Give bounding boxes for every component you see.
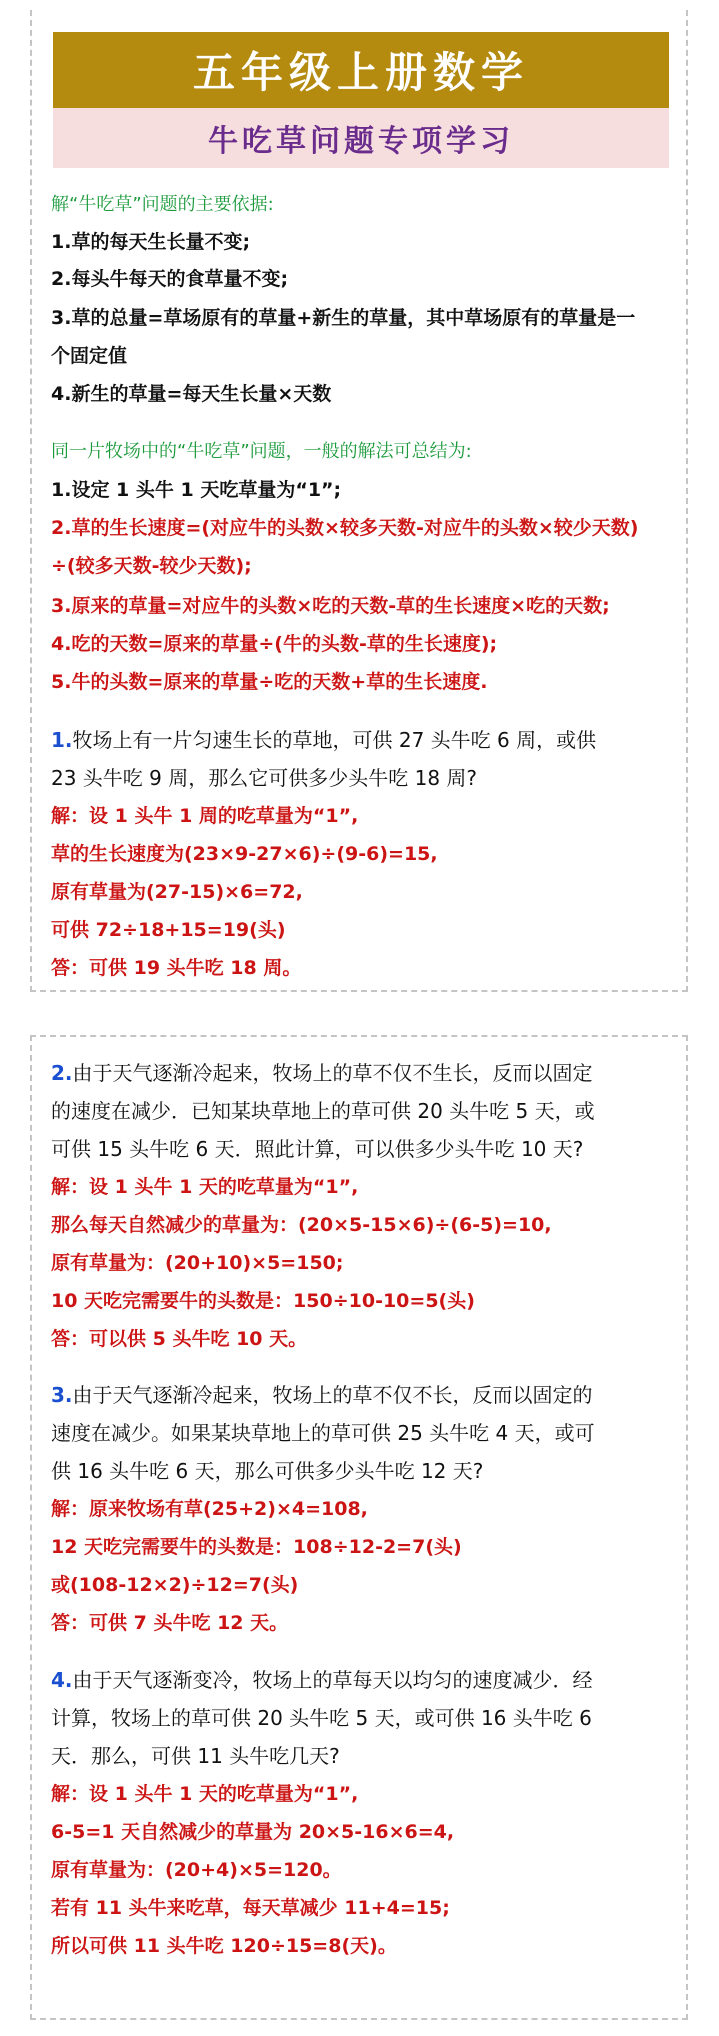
solution-line: 若有 11 头牛来吃草，每天草减少 11+4=15; [51, 1897, 450, 1919]
problem-question [51, 726, 596, 754]
basis-item: 2.每头牛每天的食草量不变; [51, 268, 289, 290]
method-step: ÷(较多天数-较少天数); [51, 555, 252, 577]
subtitle-banner [53, 108, 669, 168]
method-step: 5.牛的头数=原来的草量÷吃的天数+草的生长速度. [51, 671, 488, 693]
problem-question-text: 由于天气逐渐变冷，牧场上的草每天以均匀的速度减少．经 [72, 1668, 593, 1692]
problem-question: 计算，牧场上的草可供 20 头牛吃 5 天，或可供 16 头牛吃 6 [51, 1706, 592, 1730]
problem-question: 速度在减少。如果某块草地上的草可供 25 头牛吃 4 天，或可 [51, 1421, 595, 1445]
solution-line: 答：可供 7 头牛吃 12 天。 [51, 1612, 289, 1634]
problem-question: 天．那么，可供 11 头牛吃几天? [51, 1744, 340, 1768]
problem-question-text: 由于天气逐渐冷起来，牧场上的草不仅不生长，反而以固定 [72, 1061, 593, 1085]
solution-line: 答：可供 19 头牛吃 18 周。 [51, 957, 302, 979]
problem-question: 供 16 头牛吃 6 天，那么可供多少头牛吃 12 天? [51, 1459, 484, 1483]
solution-line: 那么每天自然减少的草量为：(20×5-15×6)÷(6-5)=10, [51, 1214, 552, 1236]
solution-line: 6-5=1 天自然减少的草量为 20×5-16×6=4, [51, 1821, 455, 1843]
problem-question-text: 牧场上有一片匀速生长的草地，可供 27 头牛吃 6 周，或供 [72, 728, 597, 752]
solution-line: 解：设 1 头牛 1 天的吃草量为“1”, [51, 1176, 359, 1198]
method-step: 3.原来的草量=对应牛的头数×吃的天数-草的生长速度×吃的天数; [51, 595, 610, 617]
problem-question: 可供 15 头牛吃 6 天．照此计算，可以供多少头牛吃 10 天? [51, 1137, 584, 1161]
solution-line: 解：原来牧场有草(25+2)×4=108, [51, 1498, 368, 1520]
title-banner [53, 32, 669, 108]
method-step: 1.设定 1 头牛 1 天吃草量为“1”; [51, 479, 342, 501]
problem-question [51, 1059, 593, 1087]
solution-line: 草的生长速度为(23×9-27×6)÷(9-6)=15, [51, 843, 438, 865]
problem-number: 3. [51, 1383, 73, 1407]
problem-question [51, 1381, 593, 1409]
solution-line: 10 天吃完需要牛的头数是：150÷10-10=5(头) [51, 1290, 475, 1312]
solution-line: 原有草量为(27-15)×6=72, [51, 881, 303, 903]
solution-line: 原有草量为：(20+10)×5=150; [51, 1252, 344, 1274]
solution-line: 12 天吃完需要牛的头数是：108÷12-2=7(头) [51, 1536, 462, 1558]
problem-number: 2. [51, 1061, 73, 1085]
basis-item: 3.草的总量=草场原有的草量+新生的草量，其中草场原有的草量是一 [51, 307, 636, 329]
basis-item: 个固定值 [51, 345, 128, 367]
basis-heading: 解“牛吃草”问题的主要依据: [51, 194, 274, 215]
problem-number: 1. [51, 728, 73, 752]
solution-line: 解：设 1 头牛 1 周的吃草量为“1”, [51, 805, 359, 827]
method-heading: 同一片牧场中的“牛吃草”问题，一般的解法可总结为: [51, 441, 472, 462]
basis-item: 1.草的每天生长量不变; [51, 231, 251, 253]
solution-line: 答：可以供 5 头牛吃 10 天。 [51, 1328, 308, 1350]
problem-question: 23 头牛吃 9 周，那么它可供多少头牛吃 18 周? [51, 766, 478, 790]
solution-line: 所以可供 11 头牛吃 120÷15=8(天)。 [51, 1935, 397, 1957]
page-title: 五年级上册数学 [192, 48, 529, 97]
method-step: 2.草的生长速度=(对应牛的头数×较多天数-对应牛的头数×较少天数) [51, 517, 639, 539]
basis-item: 4.新生的草量=每天生长量×天数 [51, 383, 332, 405]
problem-number: 4. [51, 1668, 73, 1692]
solution-line: 可供 72÷18+15=19(头) [51, 919, 286, 941]
problem-question: 的速度在减少．已知某块草地上的草可供 20 头牛吃 5 天，或 [51, 1099, 595, 1123]
solution-line: 原有草量为：(20+4)×5=120。 [51, 1859, 342, 1881]
problem-question-text: 由于天气逐渐冷起来，牧场上的草不仅不长，反而以固定的 [72, 1383, 593, 1407]
page-subtitle: 牛吃草问题专项学习 [208, 124, 514, 159]
problem-question [51, 1666, 593, 1694]
method-step: 4.吃的天数=原来的草量÷(牛的头数-草的生长速度); [51, 633, 498, 655]
solution-line: 解：设 1 头牛 1 天的吃草量为“1”, [51, 1783, 359, 1805]
solution-line: 或(108-12×2)÷12=7(头) [51, 1574, 299, 1596]
